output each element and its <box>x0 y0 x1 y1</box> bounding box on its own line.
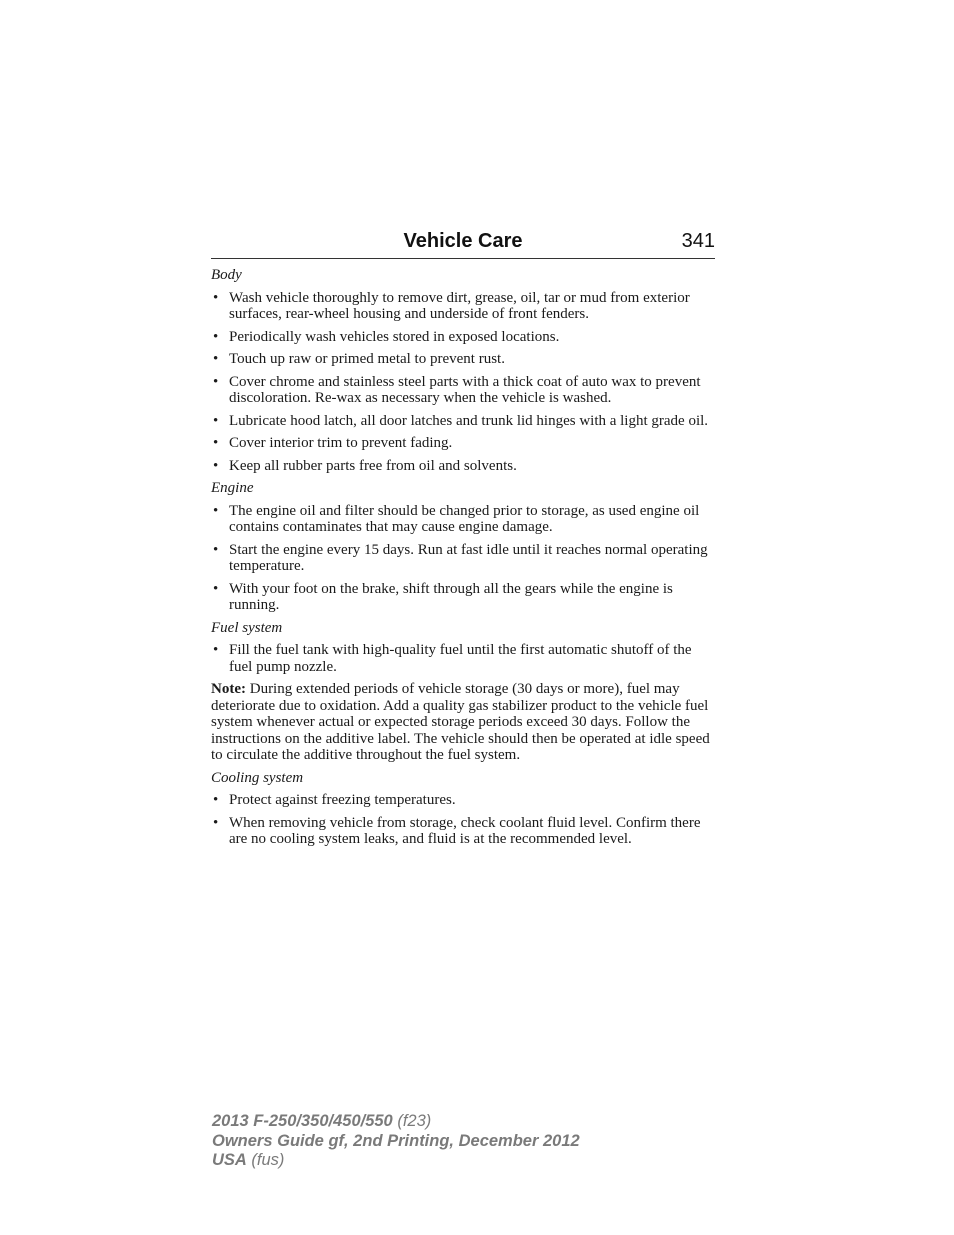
list-item: • Keep all rubber parts free from oil and solvents. <box>211 458 717 475</box>
section-heading-engine: Engine <box>211 480 254 496</box>
footer-edition: Owners Guide gf, 2nd Printing, December 2012 <box>212 1131 580 1150</box>
note-text: During extended periods of vehicle storage (30 days or more), fuel may deteriorate due to oxidation. Add a quality gas stabilizer product to the vehicle fuel system whenever actual or expected storage periods exceed 30 days. Follow the instructions on the additive label. The vehicle should then be operated at idle speed to circulate the additive throughout the fuel system. <box>211 681 710 763</box>
list-item: • Fill the fuel tank with high-quality fuel until the first automatic shutoff of the fuel pump nozzle. <box>211 642 717 675</box>
page-title: Vehicle Care <box>403 230 523 252</box>
list-item: • With your foot on the brake, shift through all the gears while the engine is running. <box>211 581 717 614</box>
page-footer <box>212 1112 580 1171</box>
footer-line-model <box>212 1112 580 1132</box>
footer-model-code: (f23) <box>392 1112 432 1130</box>
list-item: • Wash vehicle thoroughly to remove dirt, grease, oil, tar or mud from exterior surfaces, rear-wheel housing and underside of front fenders. <box>211 290 717 323</box>
list-item: • Touch up raw or primed metal to prevent rust. <box>211 351 717 368</box>
note-label: Note: <box>211 681 246 697</box>
footer-model: 2013 F-250/350/450/550 <box>212 1112 393 1130</box>
section-heading-fuel: Fuel system <box>211 619 283 636</box>
footer-market: USA <box>212 1151 247 1169</box>
fuel-note <box>211 681 717 764</box>
footer-line-market <box>212 1151 580 1171</box>
list-item: • Cover chrome and stainless steel parts with a thick coat of auto wax to prevent discoloration. Re-wax as necessary when the vehicle is washed. <box>211 374 717 407</box>
body-list <box>211 290 717 475</box>
list-item: • When removing vehicle from storage, check coolant fluid level. Confirm there are no cooling system leaks, and fluid is at the recommended level. <box>211 815 717 848</box>
list-item: • Lubricate hood latch, all door latches and trunk lid hinges with a light grade oil. <box>211 413 717 430</box>
list-item: • The engine oil and filter should be changed prior to storage, as used engine oil contains contaminates that may cause engine damage. <box>211 503 717 536</box>
list-item: • Cover interior trim to prevent fading. <box>211 435 717 452</box>
list-item: • Start the engine every 15 days. Run at fast idle until it reaches normal operating temperature. <box>211 542 717 575</box>
fuel-list <box>211 642 717 675</box>
page-number: 341 <box>681 230 715 252</box>
engine-list <box>211 503 717 614</box>
footer-line-edition <box>212 1132 580 1152</box>
page-header <box>211 228 715 259</box>
section-heading-cooling: Cooling system <box>211 769 304 786</box>
cooling-list <box>211 792 717 848</box>
section-heading-body: Body <box>211 267 242 283</box>
list-item: • Periodically wash vehicles stored in exposed locations. <box>211 329 717 346</box>
footer-market-code: (fus) <box>246 1151 285 1169</box>
page-content <box>211 267 717 854</box>
list-item: • Protect against freezing temperatures. <box>211 792 717 809</box>
